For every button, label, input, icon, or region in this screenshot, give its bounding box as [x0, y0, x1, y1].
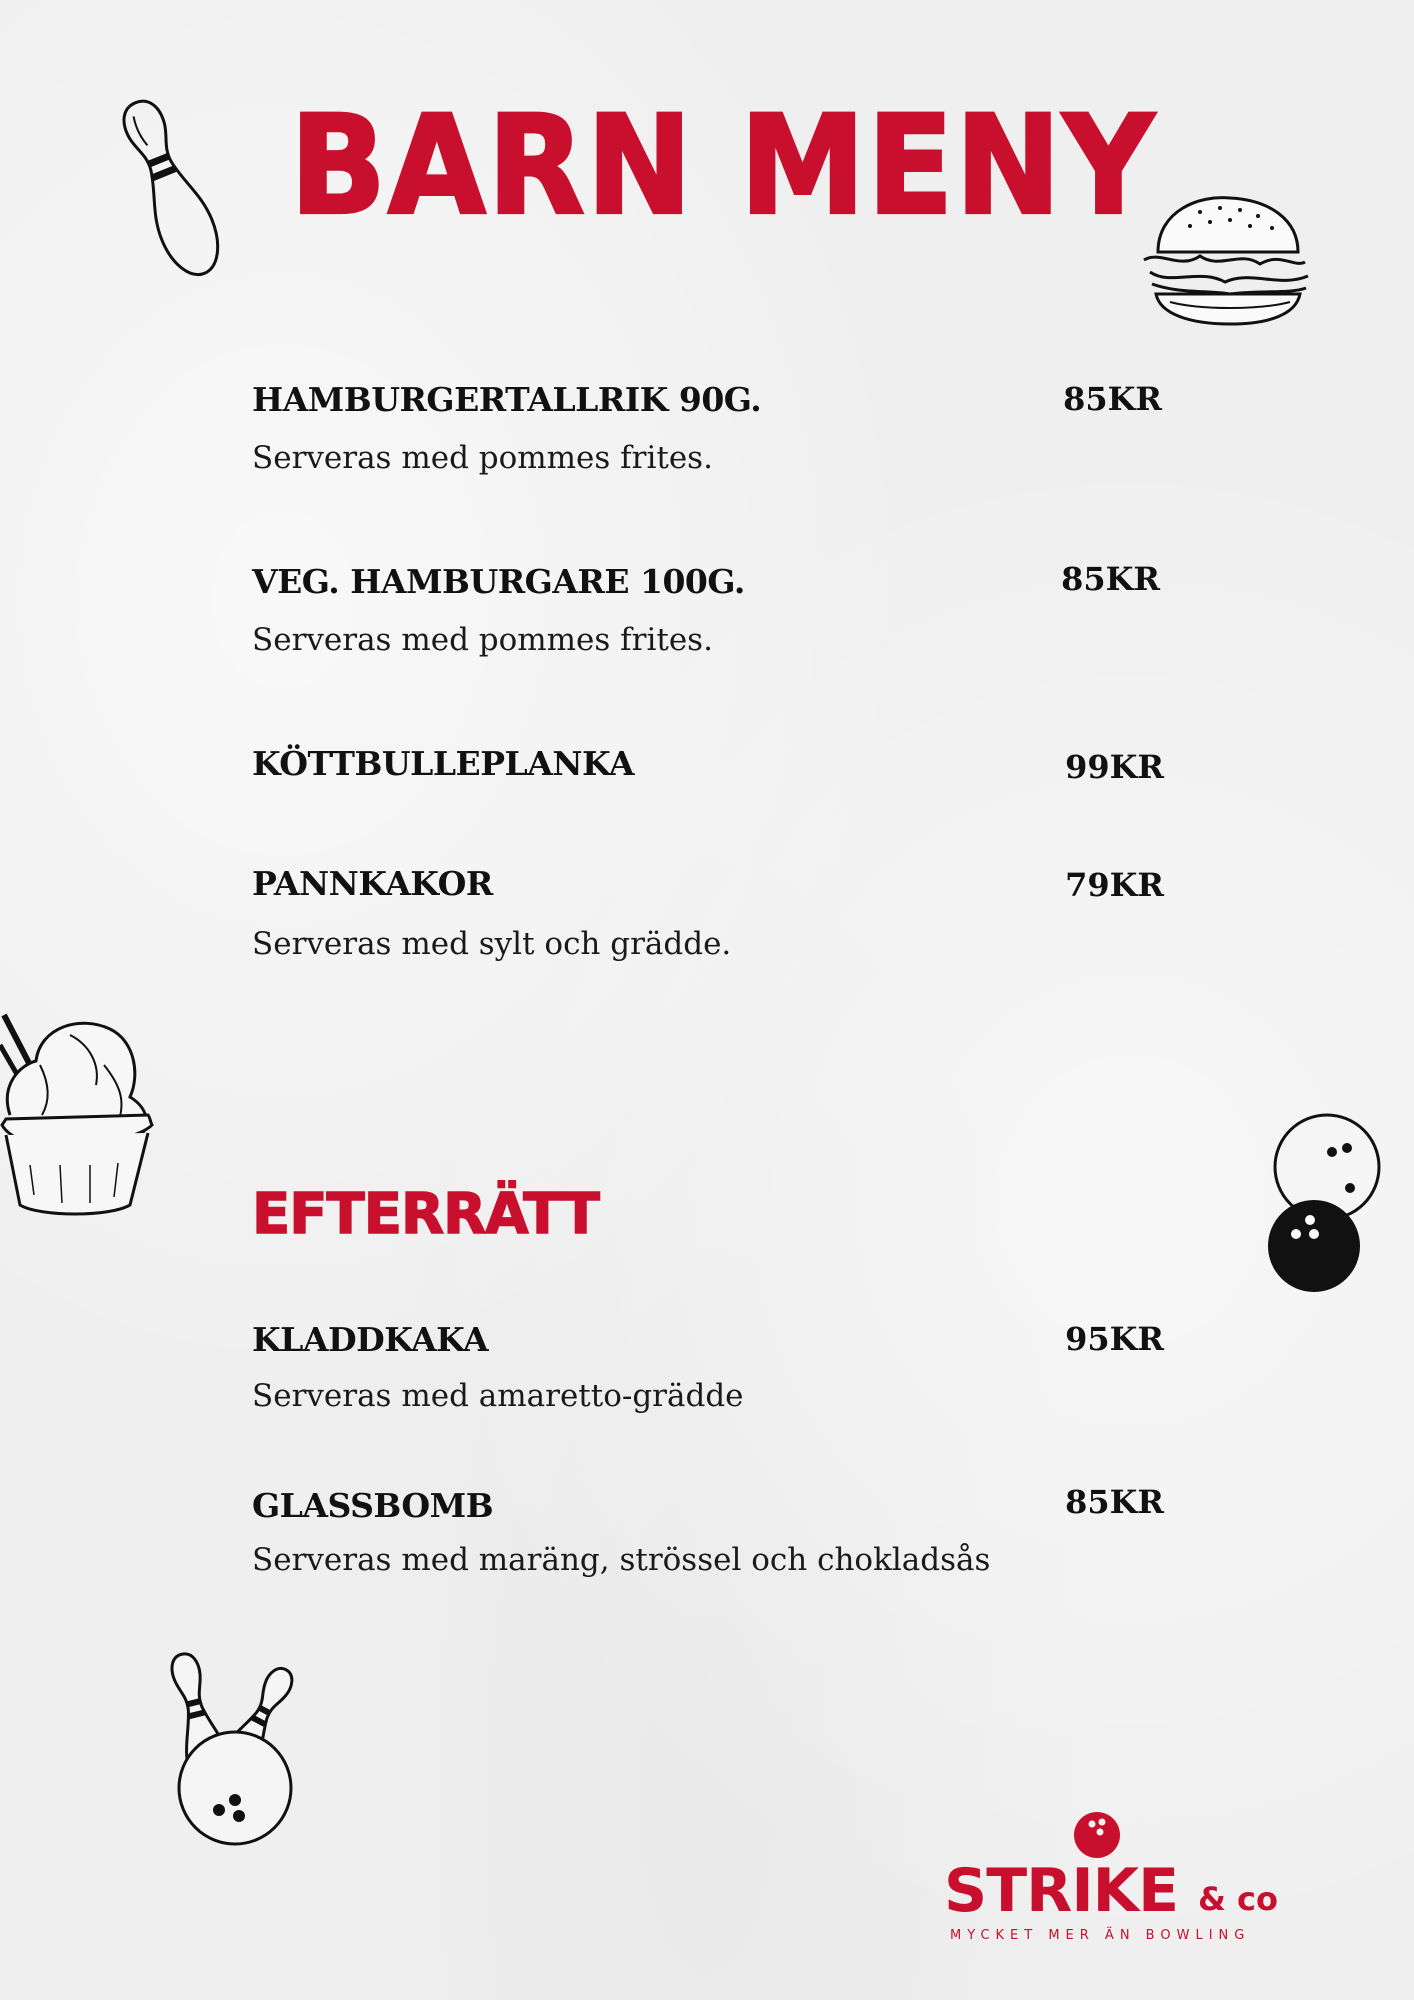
menu-item-description: Serveras med pommes frites. — [252, 622, 713, 658]
menu-item-price: 85KR — [1063, 380, 1162, 418]
menu-item-description: Serveras med pommes frites. — [252, 440, 713, 476]
menu-item-name: KÖTTBULLEPLANKA — [252, 744, 634, 783]
menu-item-price: 99KR — [1065, 748, 1164, 786]
menu-item-name: HAMBURGERTALLRIK 90G. — [252, 380, 762, 419]
brand-logo — [940, 1810, 1310, 1945]
section-title-dessert: EFTERRÄTT — [252, 1182, 599, 1247]
menu-item-description: Serveras med sylt och grädde. — [252, 926, 732, 962]
ice-cream-icon — [0, 1005, 155, 1225]
menu-item-price: 85KR — [1061, 560, 1160, 598]
bowling-ball-logo-icon — [1072, 1810, 1122, 1860]
dessert-item-description: Serveras med amaretto-grädde — [252, 1378, 744, 1414]
burger-icon — [1130, 190, 1315, 340]
bowling-pin-icon — [105, 88, 235, 288]
menu-item-price: 79KR — [1065, 866, 1164, 904]
page-title: BARN MENY — [290, 86, 1157, 245]
logo-wordmark: STRIKE — [944, 1856, 1179, 1926]
dessert-item-price: 95KR — [1065, 1320, 1164, 1358]
logo-ampersand: & co — [1198, 1880, 1278, 1918]
dessert-item-description: Serveras med maräng, strössel och chokladsås — [252, 1542, 991, 1578]
menu-item-name: PANNKAKOR — [252, 864, 493, 903]
menu-item-name: VEG. HAMBURGARE 100G. — [252, 562, 745, 601]
dessert-item-name: GLASSBOMB — [252, 1486, 494, 1525]
pins-and-ball-icon — [145, 1648, 305, 1848]
bowling-balls-icon — [1262, 1112, 1382, 1297]
dessert-item-name: KLADDKAKA — [252, 1320, 489, 1359]
dessert-item-price: 85KR — [1065, 1483, 1164, 1521]
logo-tagline: MYCKET MER ÄN BOWLING — [950, 1928, 1251, 1943]
